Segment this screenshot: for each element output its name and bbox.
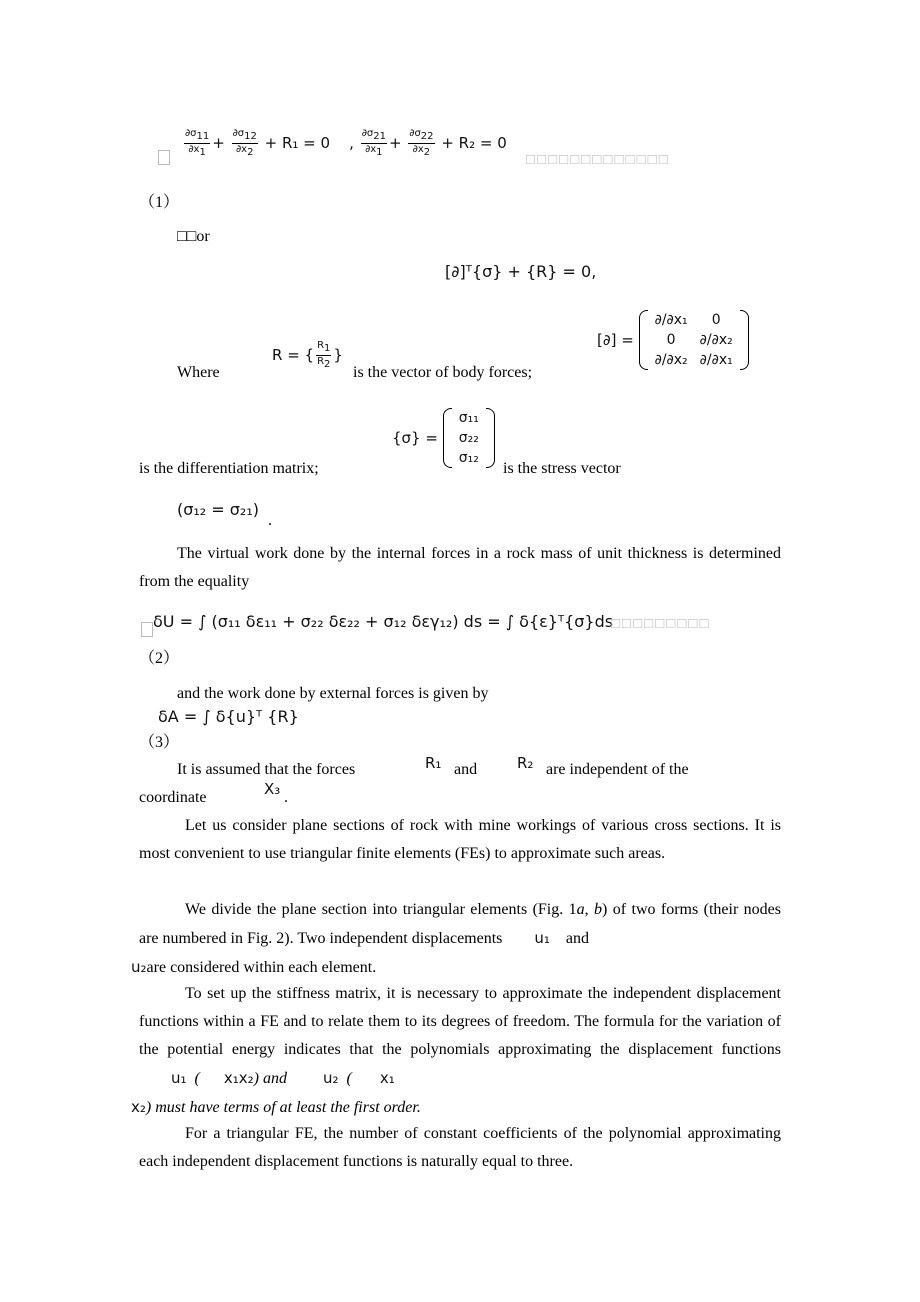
eq2-label: （2） [139, 650, 180, 667]
disp-u2: u₂ [131, 958, 147, 976]
stiff-x1: x₁ [379, 1069, 395, 1087]
triangular-fe-paragraph: For a triangular FE, the number of constant coefficients of the polynomial approximating each independent displacement functions is naturally equal to three. [139, 1125, 781, 1170]
force-R1: R₁ [425, 754, 442, 772]
coordinate-text: coordinate [139, 789, 207, 806]
plane-sections-paragraph: Let us consider plane sections of rock with mine workings of various cross sections. It is most convenient to use triangular finite elements (FEs) to approximate such areas. [139, 817, 781, 862]
coordinate-dot: . [284, 789, 288, 806]
eq1-lead [158, 148, 172, 166]
stiffness-paragraph: To set up the stiffness matrix, it is necessary to approximate the independent displacement functions within a FE and to relate them to its degrees of freedom. The formula for the variation of the potential energy indicates that the polynomials approximating the displacement functions u₁ ( x₁x₂) and u₂ ( x₁ x₂) must have terms of at least the first order. [131, 985, 781, 1116]
stress-vector-text: is the stress vector [503, 460, 621, 477]
assume-text: It is assumed that the forces [177, 761, 356, 778]
equation-3: δA = ∫ δ{u}ᵀ {R} [158, 707, 299, 726]
assume-post: are independent of the [546, 761, 689, 778]
symmetry-dot: . [268, 512, 272, 529]
diff-matrix-text: is the differentiation matrix; [139, 460, 319, 477]
force-R2: R₂ [517, 754, 534, 772]
disp-u1: u₁ [534, 929, 550, 947]
coordinate-X3: X₃ [264, 780, 281, 798]
equation-1: $\frac{\partial\sigma_{11}}{\partial x_1}$ + $\frac{\partial\sigma_{12}}{\partial x_2}$ + R₁ = 0 , $\frac{\partial\sigma_{21}}{\partial x_1}$ + $\frac{\partial\sigma_{22}}{\partial x_2}$ + R₂ = 0 [185, 128, 507, 158]
equation-2: δU = ∫ (σ₁₁ δε₁₁ + σ₂₂ δε₂₂ + σ₁₂ δεγ₁₂) ds = ∫ δ{ε}ᵀ{σ}ds [153, 612, 614, 631]
stiff-x2: x₂ [131, 1098, 146, 1116]
stiff-x1x2: x₁x₂ [223, 1069, 254, 1087]
eq1-label: （1） [139, 194, 180, 211]
assume-and: and [454, 761, 478, 778]
divide-paragraph: We divide the plane section into triangular elements (Fig. 1a, b) of two forms (their nodes are numbered in Fig. 2). Two independent displacements u₁ and u₂are considered within each element. [131, 901, 781, 976]
body-forces-text: is the vector of body forces; [353, 364, 533, 381]
eq1-part-b: + R₂ = 0 [441, 134, 507, 152]
external-forces-text: and the work done by external forces is given by [177, 685, 489, 702]
eq1-trail: □□□□□□□□□□□□□ [526, 152, 670, 168]
eq3-label: （3） [139, 734, 180, 751]
equation-matrix-form: [∂]ᵀ{σ} + {R} = 0, [445, 262, 597, 281]
eq1-part-a: + R₁ = 0 [264, 134, 331, 152]
stiff-u2: u₂ [322, 1069, 339, 1087]
stress-vector-def: {σ} = σ₁₁ σ₂₂ σ₁₂ [392, 408, 495, 468]
where-label: Where [177, 364, 220, 381]
eq1-comma: , [349, 134, 354, 152]
stiff-u1: u₁ [171, 1069, 187, 1087]
R-definition: R = { $\frac{R_1}{R_2}$ } [272, 340, 343, 370]
symmetry-equation: (σ₁₂ = σ₂₁) [177, 500, 259, 519]
virtual-work-paragraph: The virtual work done by the internal forces in a rock mass of unit thickness is determined from the equality [139, 545, 781, 590]
differentiation-matrix: [∂] = ∂/∂x₁ 0 0 ∂/∂x₂ ∂/∂x₂ ∂/∂x₁ [597, 310, 749, 370]
eq2-trail: □□□□□□□□□ [611, 616, 711, 632]
or-line: □□or [177, 228, 210, 245]
